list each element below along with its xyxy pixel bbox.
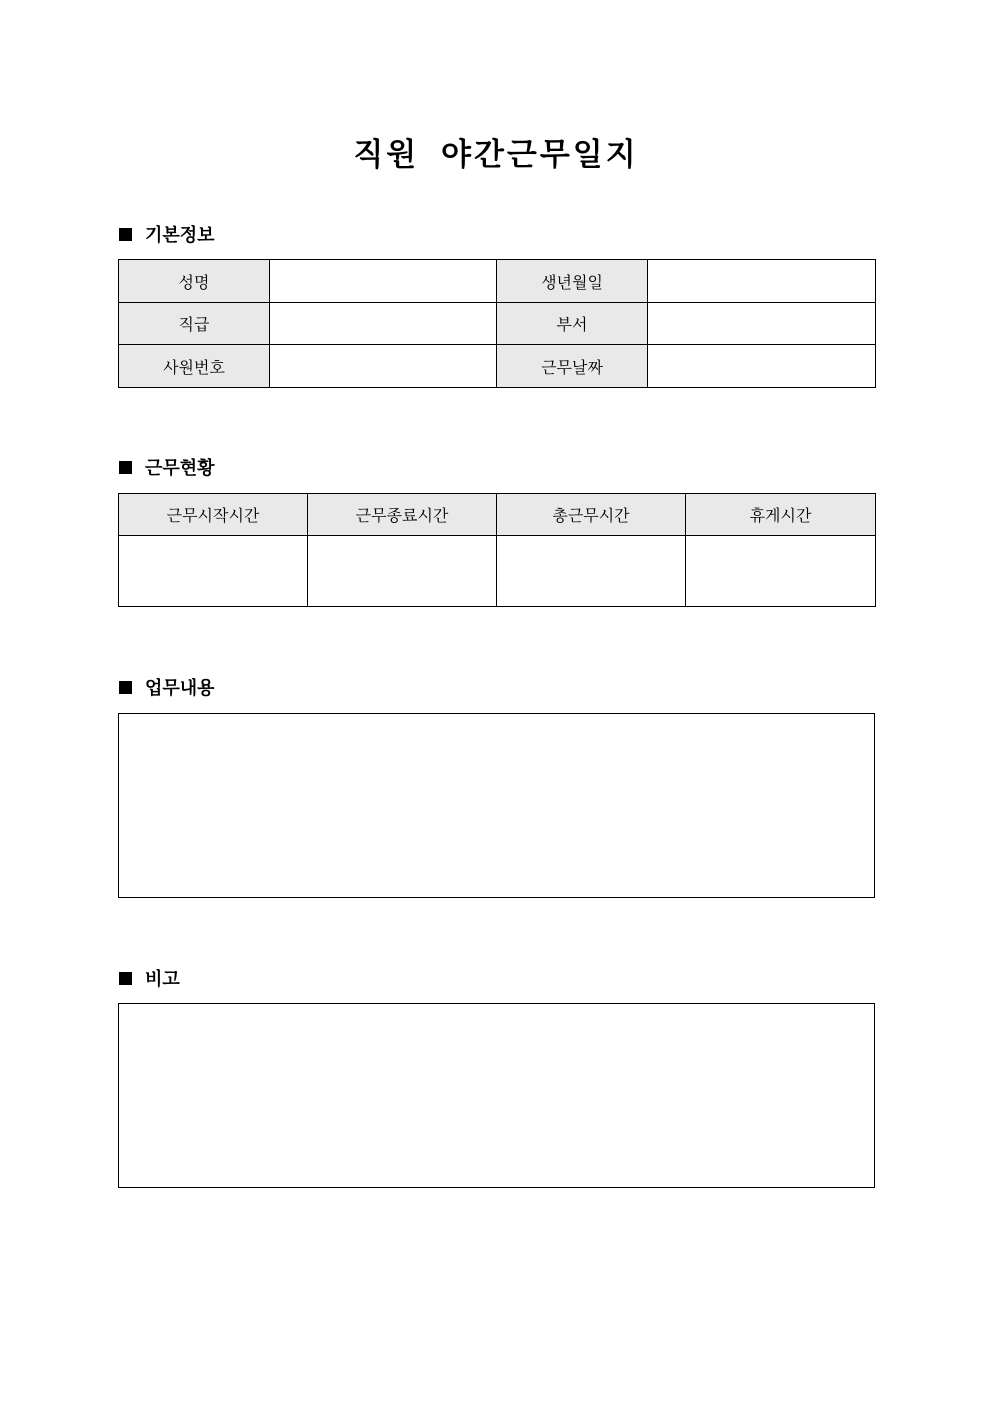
total-hours-field[interactable] [497, 536, 686, 607]
label-work-date: 근무날짜 [497, 345, 648, 388]
work-date-field[interactable] [648, 345, 876, 388]
basic-info-table [118, 259, 876, 388]
remarks-field[interactable] [118, 1003, 875, 1188]
label-employee-number: 사원번호 [119, 345, 270, 388]
section-heading-remarks [119, 964, 180, 992]
department-field[interactable] [648, 303, 876, 345]
end-time-field[interactable] [308, 536, 497, 607]
work-status-table [118, 493, 876, 607]
label-break-time: 휴게시간 [686, 494, 876, 536]
table-row [119, 303, 876, 345]
section-heading-work-content [119, 673, 215, 701]
table-row [119, 345, 876, 388]
label-start-time: 근무시작시간 [119, 494, 308, 536]
label-end-time: 근무종료시간 [308, 494, 497, 536]
table-row [119, 536, 876, 607]
square-bullet-icon [119, 461, 132, 474]
break-time-field[interactable] [686, 536, 876, 607]
page-title: 직원 야간근무일지 [353, 137, 639, 173]
work-content-field[interactable] [118, 713, 875, 898]
section-heading-label: 기본정보 [145, 225, 215, 246]
section-heading-label: 근무현황 [145, 458, 215, 479]
section-heading-work-status [119, 453, 215, 481]
name-field[interactable] [270, 260, 497, 303]
label-position: 직급 [119, 303, 270, 345]
section-heading-basic-info [119, 220, 215, 248]
label-birthdate: 생년월일 [497, 260, 648, 303]
square-bullet-icon [119, 228, 132, 241]
birthdate-field[interactable] [648, 260, 876, 303]
position-field[interactable] [270, 303, 497, 345]
label-name: 성명 [119, 260, 270, 303]
square-bullet-icon [119, 681, 132, 694]
label-total-hours: 총근무시간 [497, 494, 686, 536]
start-time-field[interactable] [119, 536, 308, 607]
square-bullet-icon [119, 972, 132, 985]
section-heading-label: 비고 [145, 969, 180, 990]
table-row [119, 260, 876, 303]
table-row [119, 494, 876, 536]
section-heading-label: 업무내용 [145, 678, 215, 699]
label-department: 부서 [497, 303, 648, 345]
employee-number-field[interactable] [270, 345, 497, 388]
